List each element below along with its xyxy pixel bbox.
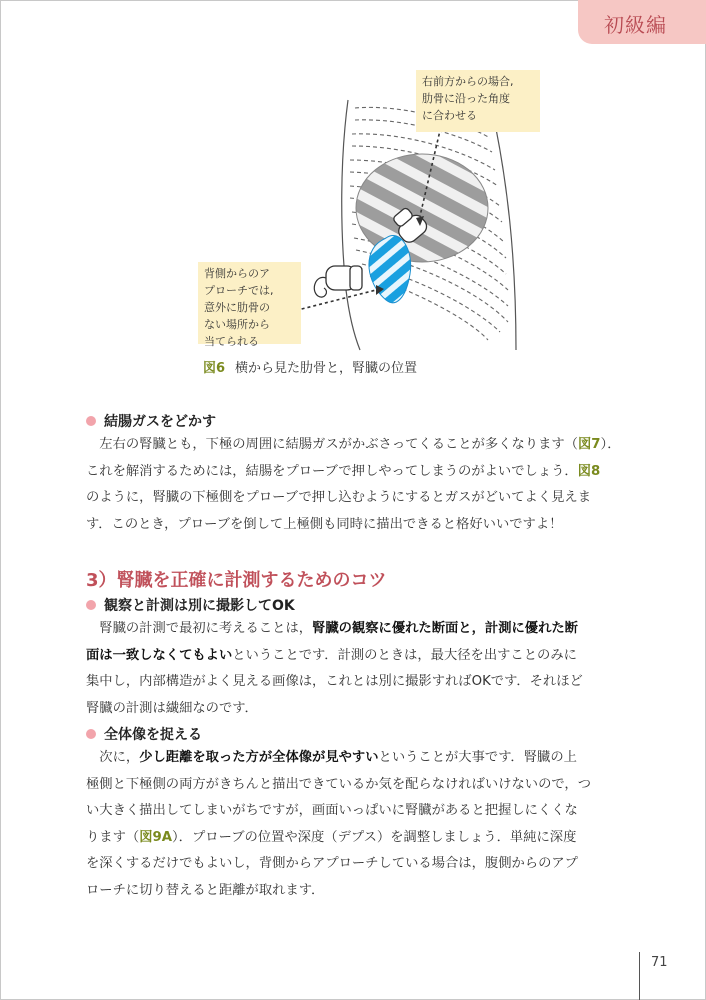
level-tab [578,0,706,44]
figure-caption [203,357,417,376]
figure-caption-text: 横から見た肋骨と，腎臓の位置 [235,361,418,376]
text-line [86,616,646,643]
text-segment: ）． [600,437,621,452]
emphasis-text: 面は一致しなくてもよい [86,647,233,663]
body-outline-front [490,100,516,350]
subheading-title: 全体像を捉える [104,727,202,743]
bullet-dot-icon [86,729,96,739]
page-number-rule [639,952,640,1000]
text-segment: を深くするだけでもよいし，背側からアプローチしている場合は，腹側からのアプ [86,856,578,871]
text-line [86,512,646,539]
text-segment: 腎臓の計測で最初に考えることは， [86,621,313,636]
kidney-shape [369,236,411,303]
text-line [86,669,646,696]
emphasis-text: 少し距離を取った方が全体像が見やすい [139,750,379,765]
paragraph-colon-gas [86,432,646,538]
subheading-title: 結腸ガスをどかす [104,414,216,430]
callout-line: プローチでは, [204,284,274,297]
text-line [86,643,646,670]
figure-reference: 図8 [577,463,601,479]
callout-line: 当てられる [204,335,259,348]
figure-number: 図6 [203,361,226,376]
emphasis-text: 腎臓の観察に優れた断面と，計測に優れた断 [312,621,578,636]
callout-line: 背側からのア [204,267,270,280]
text-segment: す．このとき，プローブを倒して上極側も同時に描出できると格好いいですよ！ [86,516,563,532]
text-segment: ということが大事です．腎臓の上 [378,750,577,765]
bullet-dot-icon [86,600,96,610]
text-segment: 腎臓の計測は繊細なのです． [86,700,258,716]
text-segment: のように，腎臓の下極側をプローブで押し込むようにするとガスがどいてよく見えま [86,490,592,505]
text-segment: ということです．計測のときは，最大径を出すことのみに [232,647,577,663]
text-segment: ります（ [86,829,140,845]
callout-line: 肋骨に沿った角度 [422,92,510,105]
callout-line: 右前方からの場合, [422,75,514,88]
text-line [86,745,646,772]
text-segment: ローチに切り替えると距離が取れます． [86,882,325,898]
text-line [86,696,646,723]
page-number: 71 [651,955,668,970]
text-segment: これを解消するためには，結腸をプローブで押しやってしまうのがよいでしょう． [86,463,578,479]
back-probe-icon [314,266,362,297]
callout-back-approach [198,262,301,348]
subheading-title: 観察と計測は別に撮影してOK [104,598,295,614]
text-line [86,432,646,459]
text-line [86,772,646,799]
text-segment: 左右の腎臓とも，下極の周囲に結腸ガスがかぶさってくることが多くなります（ [86,437,578,452]
paragraph-whole-view [86,745,646,904]
text-line [86,825,646,852]
subheading-whole-view [86,724,202,744]
callout-front-approach [416,70,540,132]
subheading-observe-measure [86,595,295,615]
bullet-dot-icon [86,416,96,426]
text-line [86,851,646,878]
text-line [86,798,646,825]
section-title: 3）腎臓を正確に計測するためのコツ [86,570,387,591]
callout-line: ない場所から [204,318,270,331]
text-line [86,878,646,905]
callout-line: 意外に肋骨の [204,301,270,314]
text-segment: 次に， [86,750,140,765]
figure-reference: 図7 [577,437,601,452]
text-segment: い大きく描出してしまいがちですが，画面いっぱいに腎臓があると把握しにくくな [86,803,578,818]
text-segment: 集中し，内部構造がよく見える画像は，これとは別に撮影すればOKです．それほど [86,674,583,689]
text-line [86,459,646,486]
text-line [86,485,646,512]
callout-line: に合わせる [422,109,477,122]
paragraph-observe-measure [86,616,646,722]
figure-reference: 図9A [139,829,173,845]
text-segment: ）．プローブの位置や深度（デプス）を調整しましょう．単純に深度 [172,829,577,845]
body-outline-back [342,100,360,350]
level-tab-label: 初級編 [604,13,667,37]
text-segment: 極側と下極側の両方がきちんと描出できているか気を配らなければいけないので，つ [86,776,592,792]
subheading-colon-gas [86,411,216,431]
